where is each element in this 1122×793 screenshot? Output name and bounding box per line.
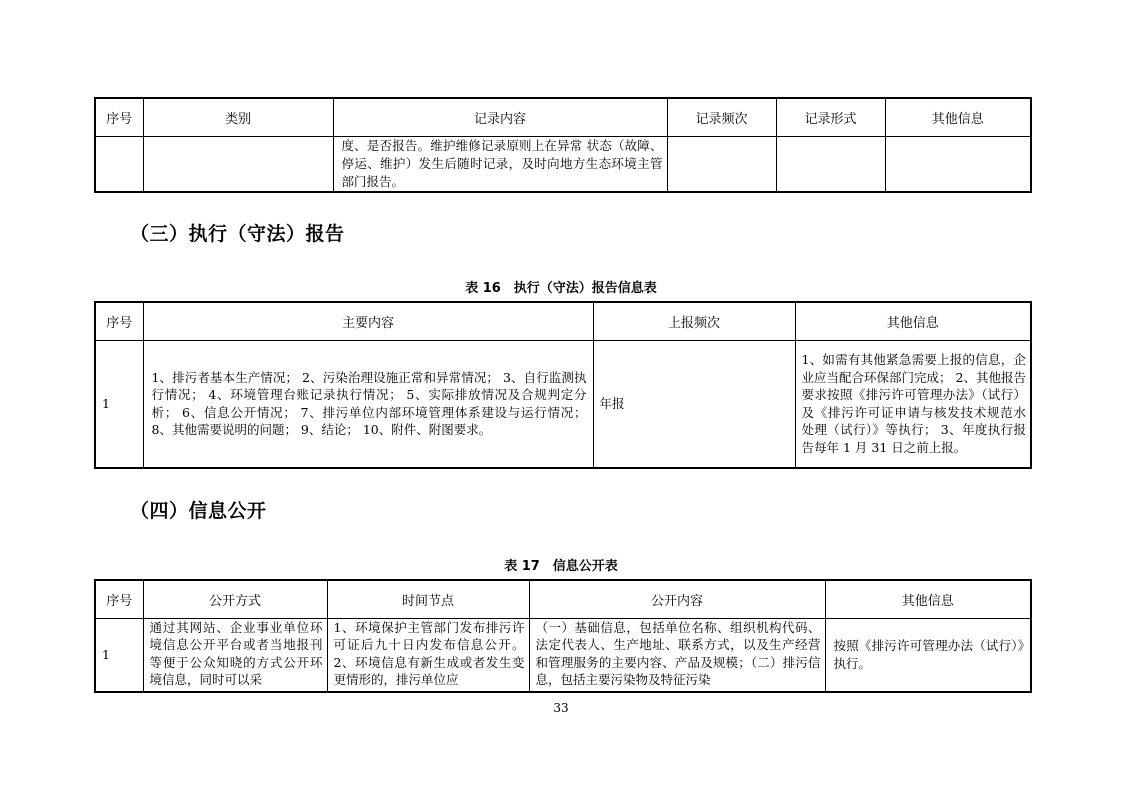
header-other-info: 其他信息	[795, 302, 1031, 340]
cell-record-content: 度、是否报告。维护维修记录原则上在异常 状态（故障、停运、维护）发生后随时记录，及时向地方生态环境主管部门报告。	[333, 136, 667, 192]
cell-disclosure-content: （一）基础信息，包括单位名称、组织机构代码、法定代表人、生产地址、联系方式，以及生产经营和管理服务的主要内容、产品及规模；（二）排污信息，包括主要污染物及特征污染	[535, 619, 821, 688]
header-record-frequency: 记录频次	[667, 98, 776, 136]
section-title-compliance-report: （三）执行（守法）报告	[130, 223, 345, 245]
cell-category	[143, 136, 333, 192]
header-other-info: 其他信息	[825, 580, 1031, 618]
cell-record-frequency	[667, 136, 776, 192]
table-row	[95, 340, 1031, 468]
cell-other-info: 1、如需有其他紧急需要上报的信息，企业应当配合环保部门完成； 2、其他报告要求按照《排污许可管理办法》（试行）及《排污许可证申请与核发技术规范水处理（试行）》等执行； 3、年度执行报告每年 1 月 31 日之前上报。	[795, 340, 1031, 468]
cell-disclosure-method: 通过其网站、企业事业单位环境信息公开平台或者当地报刊等便于公众知晓的方式公开环境信息，同时可以采	[149, 619, 323, 688]
cell-no	[95, 136, 143, 192]
header-no: 序号	[95, 98, 143, 136]
table-16-caption: 表 16 执行（守法）报告信息表	[465, 281, 657, 296]
cell-other-info: 按照《排污许可管理办法（试行）》执行。	[825, 618, 1031, 692]
header-no: 序号	[95, 580, 143, 618]
table-row	[95, 618, 1031, 692]
section-title-info-disclosure: （四）信息公开	[130, 500, 267, 522]
header-disclosure-content: 公开内容	[529, 580, 825, 618]
header-no: 序号	[95, 302, 143, 340]
cell-disclosure-content-wrap	[529, 618, 825, 692]
cell-other-info	[885, 136, 1031, 192]
header-disclosure-method: 公开方式	[143, 580, 327, 618]
table-row	[95, 136, 1031, 192]
table-17-caption: 表 17 信息公开表	[504, 559, 618, 574]
header-other-info: 其他信息	[885, 98, 1031, 136]
header-record-form: 记录形式	[776, 98, 885, 136]
cell-disclosure-method-wrap	[143, 618, 327, 692]
header-main-content: 主要内容	[143, 302, 593, 340]
cell-time-node-wrap	[327, 618, 529, 692]
cell-no: 1	[95, 340, 143, 468]
page-number: 33	[553, 701, 569, 715]
cell-main-content: 1、排污者基本生产情况； 2、污染治理设施正常和异常情况； 3、自行监测执行情况； 4、环境管理台账记录执行情况； 5、实际排放情况及合规判定分析； 6、信息公开情况； 7、排污单位内部环境管理体系建设与运行情况； 8、其他需要说明的问题； 9、结论； 10、附件、附图要求。	[143, 340, 593, 468]
header-category: 类别	[143, 98, 333, 136]
cell-no: 1	[95, 618, 143, 692]
header-time-node: 时间节点	[327, 580, 529, 618]
cell-time-node: 1、环境保护主管部门发布排污许可证后九十日内发布信息公开。2、环境信息有新生成或者发生变更情形的，排污单位应	[333, 619, 525, 688]
compliance-report-table	[94, 301, 1032, 469]
header-record-content: 记录内容	[333, 98, 667, 136]
cell-report-frequency: 年报	[593, 340, 795, 468]
record-content-table	[94, 97, 1032, 193]
info-disclosure-table	[94, 579, 1032, 693]
header-report-frequency: 上报频次	[593, 302, 795, 340]
cell-record-form	[776, 136, 885, 192]
